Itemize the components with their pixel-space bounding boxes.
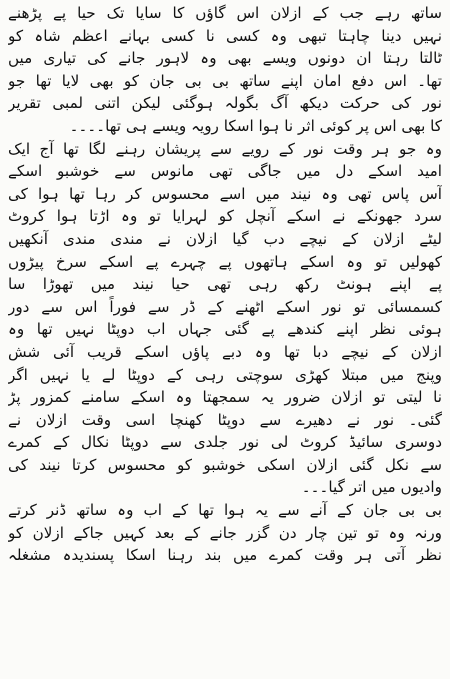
text-line: ساتھ رہے جب کے ازلان اس گاؤں کا سایا تک حیا پے پڑھنے	[8, 4, 442, 22]
text-line: وادیوں میں اتر گیا۔۔۔	[301, 478, 442, 497]
text-line: امید اسکے دل میں جاگی تھی مانوس سے خوشبو اسکے	[8, 162, 442, 181]
text-line: وہ جو ہر وقت نور کے رویے سے پریشان رہنے لگا تھا آج ایک	[8, 139, 442, 158]
text-line: ورنہ وہ تو تین چار دن گزر جانے کے بعد کہیں جاکے ازلان کو	[8, 523, 442, 542]
text-line: بی بی جان کے آنے سے یہ ہوا تھا کے اب وہ ساتھ ڈنر کرتے	[8, 501, 442, 520]
text-line: نور کی حرکت دیکھ آگ بگولہ ہوگئی لیکن اتنی لمبی تقریر	[8, 94, 442, 113]
text-line: نہیں دینا چاہتا تبھی وہ کسی نا کسی بہانے اعظم شاہ کو	[8, 26, 442, 45]
text-line: گئی۔ نور نے دھیرے سے دوپٹا کھنچا اسی وقت ازلان نے	[8, 410, 442, 429]
text-line: نا لیتی تو ازلان ضرور یہ سمجھتا وہ اسکے سامنے کمزور پڑ	[8, 388, 442, 407]
text-line: پے اپنے ہونٹ رکھ رہی تھی حیا نیند میں تھوڑا سا	[8, 275, 442, 294]
text-line: ازلان کے نیچے دبا تھا وہ دبے پاؤں اسکے قریب آئی شش	[8, 342, 442, 361]
text-line: کھولیں تو وہ اسکے ہاتھوں پے چہرے پے اسکے سرخ پیڑوں	[8, 252, 442, 271]
text-line: سے نکل گئی ازلان اسکی خوشبو کو محسوس کرتا نیند کی	[8, 455, 442, 474]
text-line: لیٹے ازلان کے نیچے دب گیا ازلان نے مندی مندی آنکھیں	[8, 229, 442, 248]
text-line: آس پاس تھی وہ نیند میں اسے محسوس کر رہا تھا ہوا کی	[8, 184, 442, 203]
text-line: ٹالتا رہتا ان دونوں ویسے بھی وہ لاہور جانے کی تیاری میں	[8, 49, 442, 68]
text-line: نظر آتی ہر وقت کمرے میں بند رہنا اسکا پسندیدہ مشغلہ	[8, 546, 442, 565]
text-line: کا بھی اس پر کوئی اثر نا ہوا اسکا رویہ ویسے ہی تھا۔۔۔۔	[69, 116, 442, 135]
paragraph	[8, 2, 442, 138]
text-line: ہوئی نظر اپنے کندھے پے گئی جہاں اب دوپٹا نہیں تھا وہ	[8, 320, 442, 339]
text-line: کسمسائی تو نور اسکے اٹھنے کے ڈر سے فوراً اس سے دور	[8, 297, 442, 316]
paragraph	[8, 138, 442, 500]
text-line: وپنج میں مبتلا کھڑی سوچتی رہی کے دوپٹا لے یا نہیں اگر	[8, 365, 442, 384]
text-line: سرد جھونکے نے اسکے آنچل کو لہرایا تو وہ اڑتا ہوا کروٹ	[8, 207, 442, 226]
text-line: تھا۔ اس دفع امان اپنے ساتھ بی بی جان کو بھی لایا تھا جو	[8, 71, 442, 90]
text-line: دوسری سائیڈ کروٹ لی نور جلدی سے دوپٹا نکال کے کمرے	[8, 433, 442, 452]
paragraph	[8, 499, 442, 567]
urdu-text-body	[8, 2, 442, 567]
